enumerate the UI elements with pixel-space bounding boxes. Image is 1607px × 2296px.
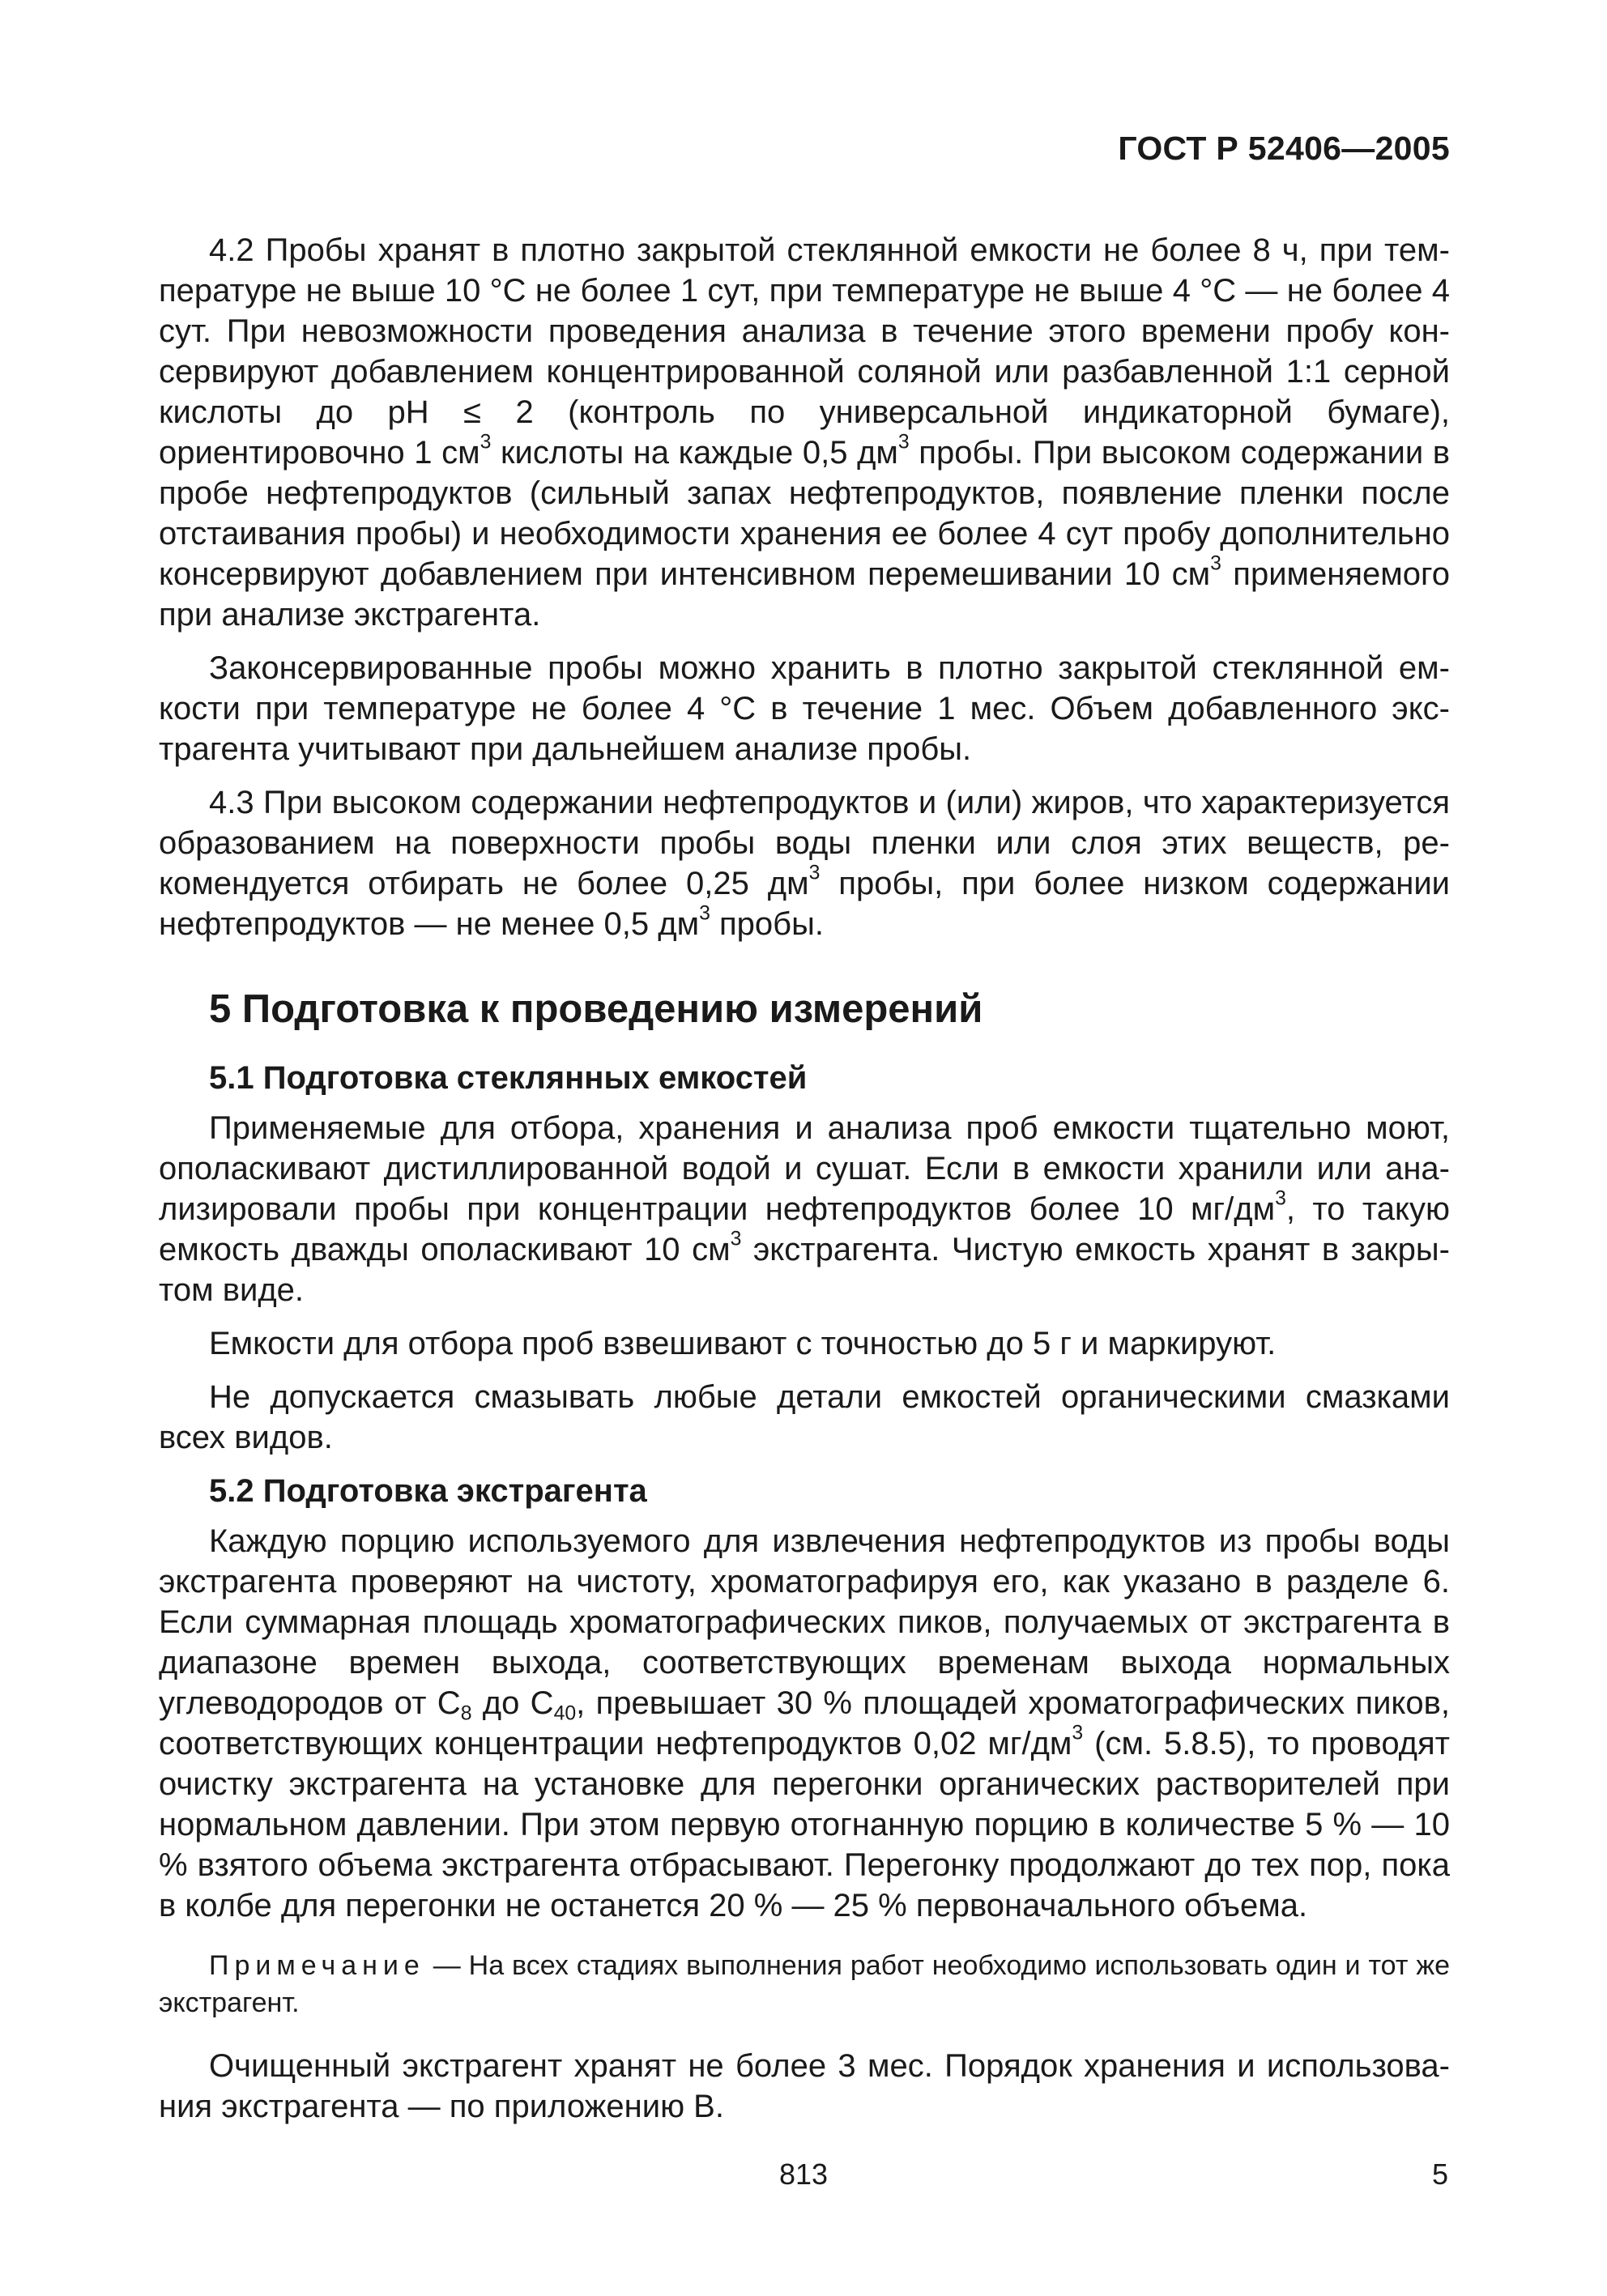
paragraph-preserved-samples: Законсервированные пробы можно хранить в плотно закрытой стеклянной емкости при температуре не более 4 °С в течение 1 мес. Объем добавленного экстрагента учитывают при дальнейшем анализе пробы.: [159, 650, 1450, 767]
subsection-5-1-heading: 5.1 Подготовка стеклянных емкостей: [209, 1060, 808, 1096]
subsection-5-2-heading: 5.2 Подготовка экстрагента: [209, 1473, 647, 1509]
paragraph-5-2-purity: Каждую порцию используемого для извлечения нефтепродуктов из пробы воды экстрагента проверяют на чистоту, хроматографируя его, как указано в разделе 6. Если суммарная площадь хроматографических пиков, получаемых от экстрагента в диапазоне времен выхода, соответствующих временам выхода нормальных углеводородов от $С_8$ до $С_{40}$, превышает 30 % площадей хроматографических пиков, соответствующих концентрации нефтепродуктов 0,02 $мг/дм^3$ (см. 5.8.5), то проводят очистку экстрагента на установке для перегонки органических растворителей при нормальном давлении. При этом первую отогнанную порцию в количестве 5 % — 10 % взятого объема экстрагента отбрасывают. Перегонку продолжают до тех пор, пока в колбе для перегонки не останется 20 % — 25 % первоначального объема.: [159, 1523, 1451, 1923]
paragraph-5-1-washing: Применяемые для отбора, хранения и анализа проб емкости тщательно моют, ополаскивают дистиллированной водой и сушат. Если в емкости хранили или анализировали пробы при концентрации нефтепродуктов более 10 $мг/дм^3$, то такую емкость дважды ополаскивают 10 $см^3$ экстрагента. Чистую емкость хранят в закрытом виде.: [159, 1110, 1450, 1308]
paragraph-5-1-weighing: Емкости для отбора проб взвешивают с точностью до 5 г и маркируют.: [209, 1326, 1277, 1361]
page-number: 5: [1431, 2158, 1448, 2191]
note-text: — На всех стадиях выполнения работ необходимо использовать один и тот же экстрагент.: [159, 1950, 1450, 2018]
paragraph-4-3: 4.3 При высоком содержании нефтепродуктов и (или) жиров, что характеризуется образованием на поверхности пробы воды пленки или слоя этих веществ, рекомендуется отбирать не более 0,25 $дм^3$ пробы, при более низком содержании нефтепродуктов — не менее 0,5 $дм^3$ пробы.: [159, 785, 1450, 942]
paragraph-5-1-lubricants: Не допускается смазывать любые детали емкостей органическими смазками всех видов.: [159, 1379, 1450, 1455]
note: [159, 1947, 1450, 2021]
paragraph-5-2-storage: Очищенный экстрагент хранят не более 3 мес. Порядок хранения и использования экстрагента — по приложению В.: [159, 2048, 1450, 2124]
document-standard-id: ГОСТ Р 52406—2005: [1118, 130, 1450, 167]
section-5-heading: 5 Подготовка к проведению измерений: [209, 987, 983, 1031]
paragraph-4-2: 4.2 Пробы хранят в плотно закрытой стеклянной емкости не более 8 ч, при температуре не выше 10 °С не более 1 сут, при температуре не выше 4 °С — не более 4 сут. При невозможности проведения анализа в течение этого времени пробу консервируют добавлением концентрированной соляной или разбавленной 1:1 серной кислоты до pH ≤ 2 (контроль по универсальной индикаторной бумаге), ориентировочно 1 $см^3$ кислоты на каждые 0,5 $дм^3$ пробы. При высоком содержании в пробе нефтепродуктов (сильный запах нефтепродуктов, появление пленки после отстаивания пробы) и необходимости хранения ее более 4 сут пробу дополнительно консервируют добавлением при интенсивном перемешивании 10 $см^3$ применяемого при анализе экстрагента.: [159, 232, 1450, 633]
document-body: [159, 230, 1450, 2140]
note-label: Примечание: [209, 1950, 425, 1981]
footer-center-number: 813: [778, 2158, 829, 2191]
